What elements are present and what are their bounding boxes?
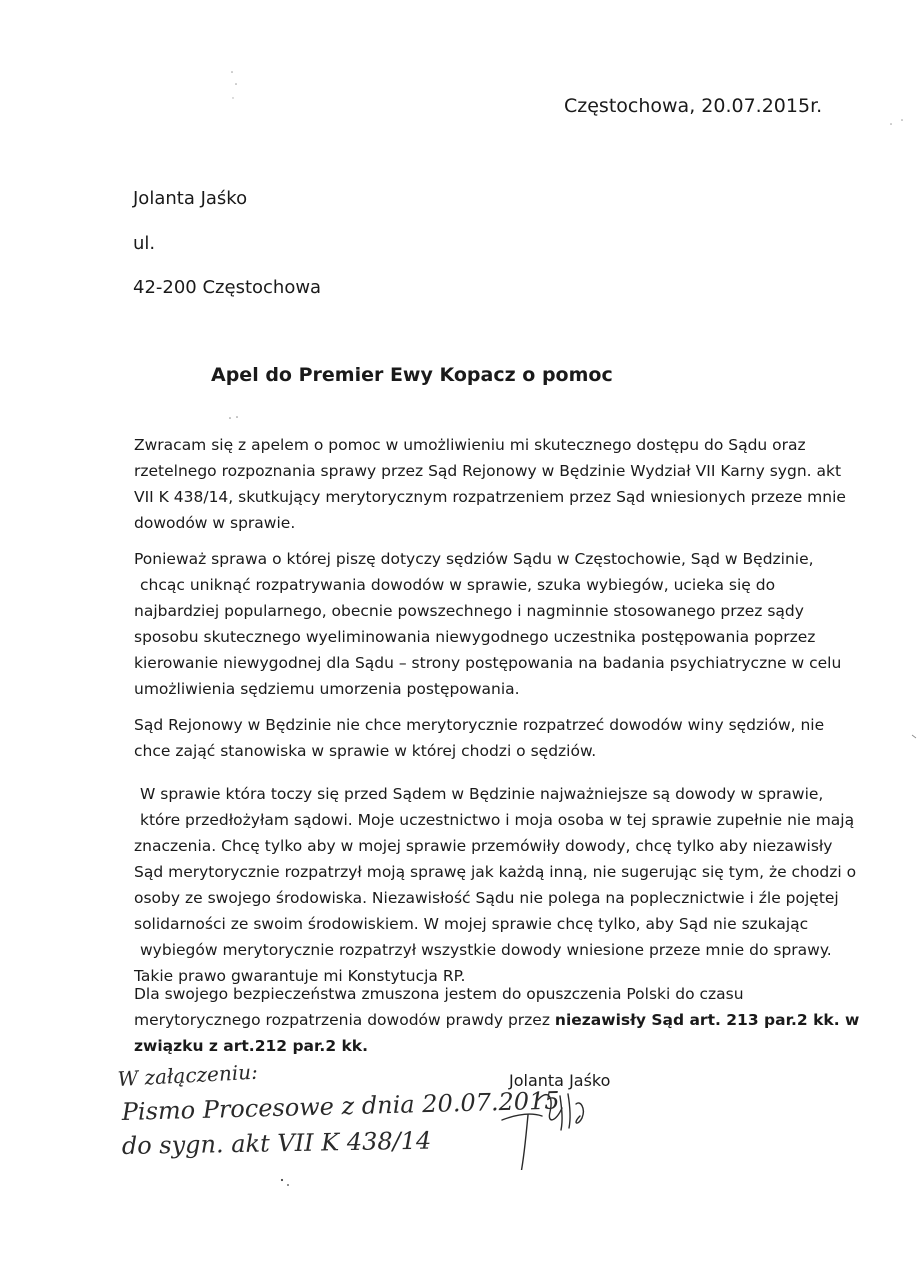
text-line: Ponieważ sprawa o której piszę dotyczy sędziów Sądu w Częstochowie, Sąd w Będzinie,	[134, 550, 814, 568]
handwritten-note-line-2: Pismo Procesowe z dnia 20.07.2015	[121, 1086, 560, 1126]
text-line: solidarności ze swoim środowiskiem. W mojej sprawie chcę tylko, aby Sąd nie szukając	[134, 915, 809, 933]
text-plain: merytorycznego rozpatrzenia dowodów prawdy przez	[134, 1011, 555, 1029]
letter-title: Apel do Premier Ewy Kopacz o pomoc	[211, 364, 613, 386]
text-line: Sąd merytorycznie rozpatrzył moją sprawę jak każdą inną, nie sugerując się tym, że chodzi o	[134, 863, 857, 881]
sender-city: 42-200 Częstochowa	[133, 277, 322, 298]
text-line: umożliwienia sędziemu umorzenia postępowania.	[134, 680, 520, 698]
text-line: które przedłożyłam sądowi. Moje uczestnictwo i moja osoba w tej sprawie zupełnie nie mają	[140, 811, 855, 829]
paragraph-3	[134, 712, 824, 764]
text-line: dowodów w sprawie.	[134, 514, 296, 532]
text-line: W sprawie która toczy się przed Sądem w Będzinie najważniejsze są dowody w sprawie,	[140, 785, 824, 803]
text-line: kierowanie niewygodnej dla Sądu – strony postępowania na badania psychiatryczne w celu	[134, 654, 842, 672]
paragraph-4	[134, 781, 856, 989]
text-line: chce zająć stanowiska w sprawie w której chodzi o sędziów.	[134, 742, 597, 760]
paragraph-1	[134, 432, 846, 536]
sender-street: ul.	[133, 233, 156, 254]
handwritten-note	[110, 1060, 630, 1170]
sender-name: Jolanta Jaśko	[133, 188, 248, 209]
text-line: najbardziej popularnego, obecnie powszechnego i nagminnie stosowanego przez sądy	[134, 602, 804, 620]
paragraph-5	[134, 981, 859, 1059]
text-line: Sąd Rejonowy w Będzinie nie chce merytorycznie rozpatrzeć dowodów winy sędziów, nie	[134, 716, 825, 734]
legal-reference: niezawisły Sąd art. 213 par.2 kk. w	[554, 1011, 860, 1029]
text-line: znaczenia. Chcę tylko aby w mojej sprawie przemówiły dowody, chcę tylko aby niezawisły	[134, 837, 833, 855]
text-line	[134, 1007, 859, 1033]
text-line: chcąc uniknąć rozpatrywania dowodów w sprawie, szuka wybiegów, ucieka się do	[140, 576, 776, 594]
text-line: sposobu skutecznego wyeliminowania niewygodnego uczestnika postępowania poprzez	[134, 628, 816, 646]
text-line: wybiegów merytorycznie rozpatrzył wszystkie dowody wniesione przeze mnie do sprawy.	[140, 941, 832, 959]
text-line: rzetelnego rozpoznania sprawy przez Sąd Rejonowy w Będzinie Wydział VII Karny sygn. akt	[134, 462, 842, 480]
legal-reference: związku z art.212 par.2 kk.	[134, 1037, 369, 1055]
date-place: Częstochowa, 20.07.2015r.	[564, 95, 823, 117]
text-line: Zwracam się z apelem o pomoc w umożliwieniu mi skutecznego dostępu do Sądu oraz	[134, 436, 806, 454]
text-line: Takie prawo gwarantuje mi Konstytucja RP.	[134, 967, 466, 985]
handwritten-note-line-1: W załączeniu:	[117, 1060, 259, 1091]
text-line: osoby ze swojego środowiska. Niezawisłość Sądu nie polega na poplecznictwie i źle pojętej	[134, 889, 839, 907]
text-line: Dla swojego bezpieczeństwa zmuszona jestem do opuszczenia Polski do czasu	[134, 985, 744, 1003]
text-line	[134, 1033, 859, 1059]
paragraph-2	[134, 546, 841, 702]
handwritten-note-line-3: do sygn. akt VII K 438/14	[121, 1126, 432, 1160]
typed-signature-name: Jolanta Jaśko	[509, 1071, 611, 1090]
text-line: VII K 438/14, skutkujący merytorycznym rozpatrzeniem przez Sąd wniesionych przeze mnie	[134, 488, 846, 506]
